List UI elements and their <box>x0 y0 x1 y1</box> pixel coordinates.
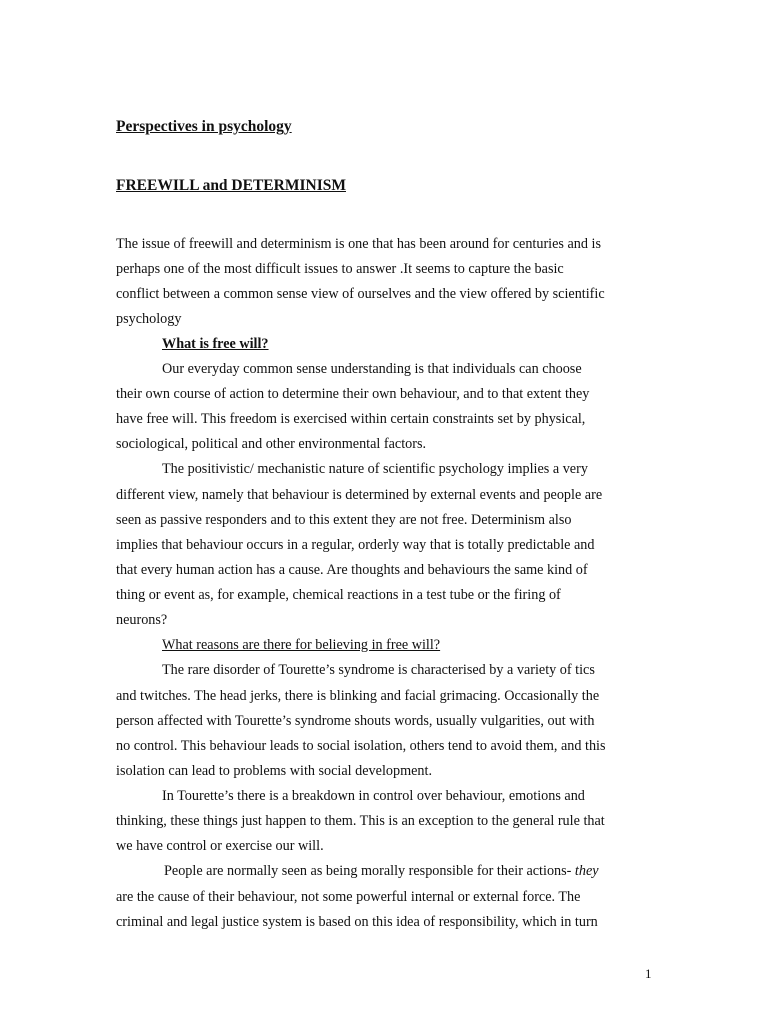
paragraph-6-prefix: People are normally seen as being morally responsible for their actions- <box>164 863 572 879</box>
paragraph-6-line: criminal and legal justice system is based on this idea of responsibility, which in turn <box>116 914 598 930</box>
paragraph-5-line: thinking, these things just happen to them. This is an exception to the general rule that <box>116 813 605 829</box>
paragraph-3-line: neurons? <box>116 612 168 628</box>
paragraph-4-line: no control. This behaviour leads to social isolation, others tend to avoid them, and this <box>116 738 606 754</box>
paragraph-2-line: sociological, political and other environmental factors. <box>116 436 427 452</box>
paragraph-3-line: seen as passive responders and to this extent they are not free. Determinism also <box>116 512 572 528</box>
paragraph-2-line: their own course of action to determine their own behaviour, and to that extent they <box>116 386 590 402</box>
section-heading: FREEWILL and DETERMINISM <box>116 177 346 194</box>
paragraph-3-line: that every human action has a cause. Are thoughts and behaviours the same kind of <box>116 562 588 578</box>
paragraph-3-line: different view, namely that behaviour is determined by external events and people are <box>116 487 603 503</box>
paragraph-6-italic-word: they <box>574 863 599 879</box>
paragraph-4-line: The rare disorder of Tourette’s syndrome is characterised by a variety of tics <box>162 662 595 678</box>
paragraph-4-line: person affected with Tourette’s syndrome shouts words, usually vulgarities, out with <box>116 713 595 729</box>
paragraph-5-line: we have control or exercise our will. <box>116 838 324 854</box>
paragraph-1-line: perhaps one of the most difficult issues to answer .It seems to capture the basic <box>116 261 564 277</box>
subheading-what-is-free-will: What is free will? <box>162 336 269 352</box>
paragraph-1-line: The issue of freewill and determinism is one that has been around for centuries and is <box>116 236 601 252</box>
page-number: 1 <box>645 966 652 981</box>
paragraph-3-line: thing or event as, for example, chemical reactions in a test tube or the firing of <box>116 587 561 603</box>
document-title: Perspectives in psychology <box>116 118 292 135</box>
paragraph-3-line: implies that behaviour occurs in a regular, orderly way that is totally predictable and <box>116 537 595 553</box>
paragraph-6-first-line <box>164 862 599 880</box>
subheading-reasons-free-will: What reasons are there for believing in free will? <box>162 637 441 653</box>
paragraph-1-line: psychology <box>116 311 182 327</box>
paragraph-4-line: and twitches. The head jerks, there is blinking and facial grimacing. Occasionally the <box>116 688 600 704</box>
paragraph-1-line: conflict between a common sense view of ourselves and the view offered by scientific <box>116 286 605 302</box>
paragraph-5-line: In Tourette’s there is a breakdown in control over behaviour, emotions and <box>162 788 585 804</box>
paragraph-2-line: Our everyday common sense understanding is that individuals can choose <box>162 361 582 377</box>
paragraph-2-line: have free will. This freedom is exercised within certain constraints set by physical, <box>116 411 586 427</box>
paragraph-4-line: isolation can lead to problems with social development. <box>116 763 432 779</box>
paragraph-6-line: are the cause of their behaviour, not some powerful internal or external force. The <box>116 889 581 905</box>
paragraph-3-line: The positivistic/ mechanistic nature of scientific psychology implies a very <box>162 461 588 477</box>
